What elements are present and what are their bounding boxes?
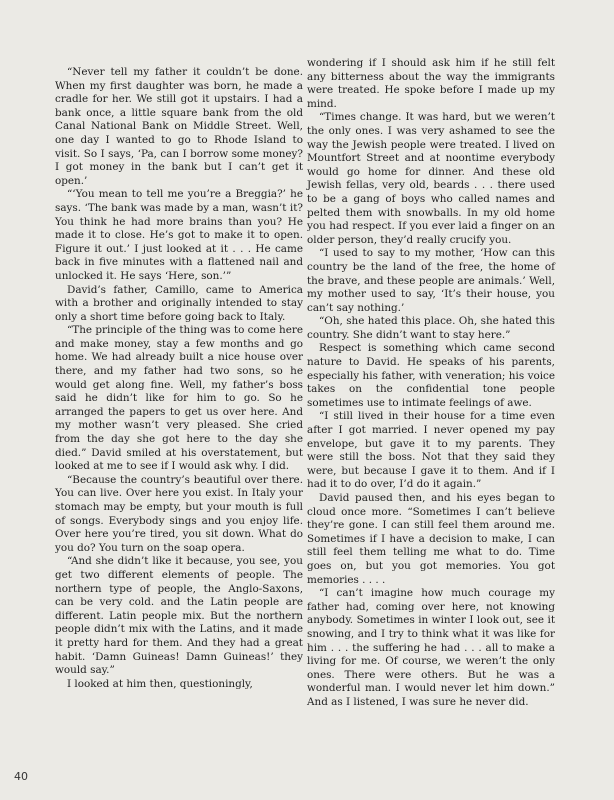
paragraph: David paused then, and his eyes began to cloud once more. “Sometimes I can’t believe they’re gone. I can still feel them around me. Sometimes if I have a decision to make, I can still feel them telling me what to do. Time goes on, but you got memories. You got memories . . . . (307, 492, 555, 586)
left-column (55, 66, 303, 691)
paragraph: “And she didn’t like it because, you see, you get two different elements of people. The northern type of people, the Anglo-Saxons, can be very cold. and the Latin people are different. Latin people mix. But the northern people didn’t mix with the Latins, and it made it pretty hard for them. And they had a great habit. ‘Damn Guineas! Damn Guineas!’ they would say.” (55, 555, 303, 677)
paragraph: “‘You mean to tell me you’re a Breggia?’ he says. ‘The bank was made by a man, wasn’t it? You think he had more brains than you? He made it to close. He’s got to make it to open. Figure it out.’ I just looked at it . . . He came back in five minutes with a flattened nail and unlocked it. He says ‘Here, son.’” (55, 188, 303, 282)
paragraph: wondering if I should ask him if he still felt any bitterness about the way the immigrants were treated. He spoke before I made up my mind. (307, 57, 555, 110)
right-column (307, 57, 555, 710)
paragraph: “I can’t imagine how much courage my father had, coming over here, not knowing anybody. Sometimes in winter I look out, see it snowing, and I try to think what it was like for him . . . the suffering he had . . . all to make a living for me. Of course, we weren’t the only ones. There were others. But he was a wonderful man. I would never let him down.” And as I listened, I was sure he never did. (307, 587, 555, 708)
paragraph: I looked at him then, questioningly, (67, 677, 253, 690)
paragraph: “The principle of the thing was to come here and make money, stay a few months and go home. We had already built a nice house over there, and my father had two sons, so he would get along fine. Well, my father’s boss said he didn’t like for him to go. So he arranged the papers to get us over here. And my mother wasn’t very pleased. She cried from the day she got here to the day she died.” David smiled at his overstatement, but looked at me to see if I would ask why. I did. (55, 324, 303, 473)
paragraph: Respect is something which came second nature to David. He speaks of his parents, especially his father, with veneration; his voice takes on the confidential tone people sometimes use to intimate feelings of awe. (307, 342, 555, 409)
paragraph: David’s father, Camillo, came to America with a brother and originally intended to stay only a short time before going back to Italy. (55, 283, 303, 323)
paragraph: “Times change. It was hard, but we weren’t the only ones. I was very ashamed to see the way the Jewish people were treated. I lived on Mountfort Street and at noontime everybody would go home for dinner. And these old Jewish fellas, very old, beards . . . there used to be a gang of boys who called names and pelted them with snowballs. In my old home you had respect. If you ever laid a finger on an older person, they’d really crucify you. (307, 111, 555, 246)
paragraph: “Because the country’s beautiful over there. You can live. Over here you exist. In Italy your stomach may be empty, but your mouth is full of songs. Everybody sings and you enjoy life. Over here you’re tired, you sit down. What do you do? You turn on the soap opera. (55, 473, 303, 554)
paragraph: “I still lived in their house for a time even after I got married. I never opened my pay envelope, but gave it to my parents. They were still the boss. Not that they said they were, but because I gave it to them. And if I had it to do over, I’d do it again.” (307, 410, 555, 491)
paragraph: “I used to say to my mother, ‘How can this country be the land of the free, the home of the brave, and these people are animals.’ Well, my mother used to say, ‘It’s their house, you can’t say nothing.’ (307, 247, 555, 314)
paragraph: “Oh, she hated this place. Oh, she hated this country. She didn’t want to stay here.” (307, 315, 555, 341)
paragraph: “Never tell my father it couldn’t be done. When my first daughter was born, he made a cradle for her. We still got it upstairs. I had a bank once, a little square bank from the old Canal National Bank on Middle Street. Well, one day I wanted to go to Rhode Island to visit. So I says, ‘Pa, can I borrow some money? I got money in the bank but I can’t get it open.’ (55, 66, 303, 187)
page-number: 40 (14, 770, 28, 783)
